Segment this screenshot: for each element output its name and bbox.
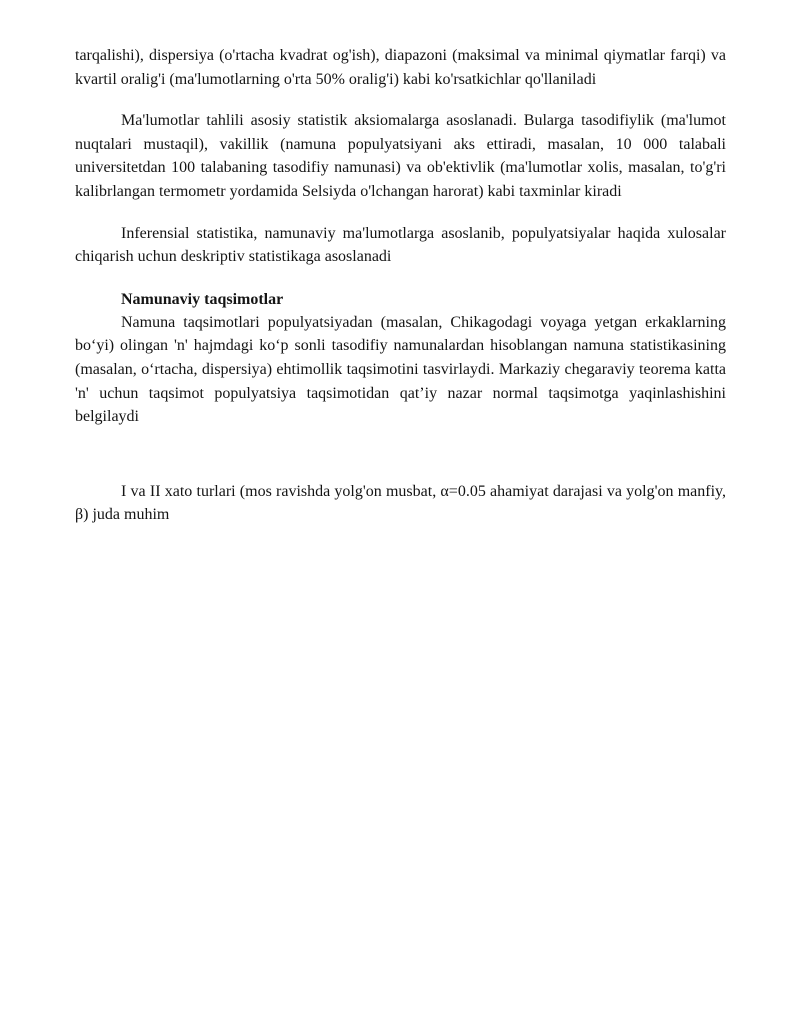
- paragraph-dispersion-continuation: tarqalishi), dispersiya (o'rtacha kvadrat og'ish), diapazoni (maksimal va minimal qiymatlar farqi) va kvartil oralig'i (ma'lumotlarning o'rta 50% oralig'i) kabi ko'rsatkichlar qo'llaniladi: [75, 47, 726, 88]
- paragraph-error-types: I va II xato turlari (mos ravishda yolg'on musbat, α=0.05 ahamiyat darajasi va yolg'on manfiy, β) juda muhim: [75, 482, 726, 524]
- paragraph-statistical-axioms: Ma'lumotlar tahlili asosiy statistik aksiomalarga asoslanadi. Bularga tasodifiylik (ma'lumot nuqtalari mustaqil), vakillik (namuna populyatsiyani aks ettiradi, masalan, 10 000 talabali universitetdan 100 talabaning tasodifiy namunasi) va ob'ektivlik (ma'lumotlar xolis, masalan, to'g'ri kalibrlangan termometr yordamida Selsiyda o'lchangan harorat) kabi taxminlar kiradi: [75, 112, 726, 200]
- paragraph-sampling-distributions: Namuna taqsimotlari populyatsiyadan (masalan, Chikagodagi voyaga yetgan erkaklarning bo‘yi) olingan 'n' hajmdagi ko‘p sonli tasodifiy namunalardan hisoblangan namuna statistikasining (masalan, o‘rtacha, dispersiya) ehtimollik taqsimotini tasvirlaydi. Markaziy chegaraviy teorema katta 'n' uchun taqsimot populyatsiya taqsimotidan qat’iy nazar normal taqsimotga yaqinlashishini belgilaydi: [75, 313, 726, 426]
- section-heading-sampling-distributions: Namunaviy taqsimotlar: [121, 290, 284, 308]
- paragraph-inferential-statistics: Inferensial statistika, namunaviy ma'lumotlarga asoslanib, populyatsiyalar haqida xulosalar chiqarish uchun deskriptiv statistikaga asoslanadi: [75, 224, 726, 266]
- document-body: [75, 44, 726, 527]
